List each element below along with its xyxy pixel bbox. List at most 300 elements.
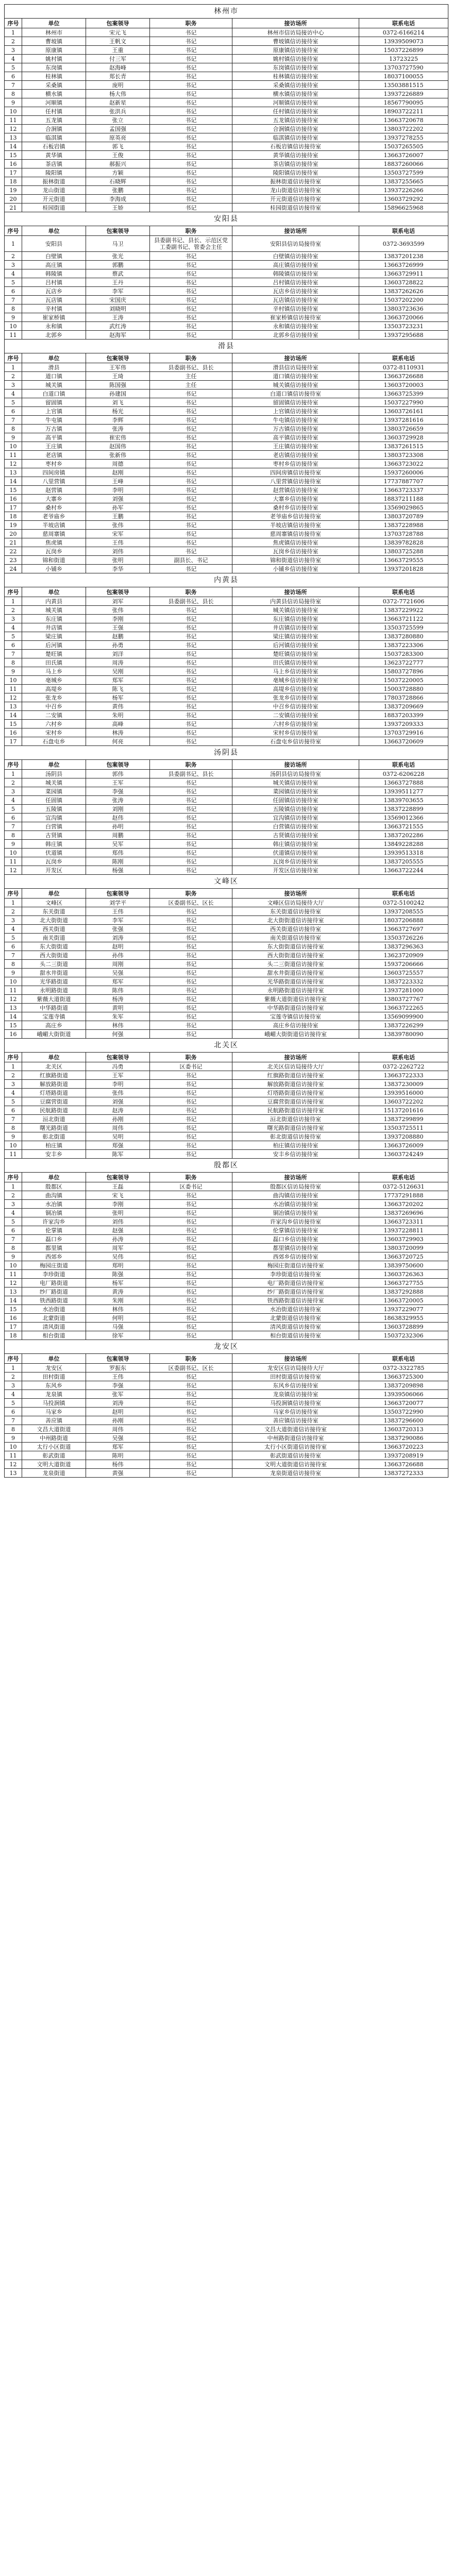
cell-unit: 西关街道 (22, 925, 86, 934)
cell-no: 8 (5, 960, 22, 969)
cell-phone: 13603726363 (359, 1270, 448, 1279)
table-row (5, 866, 448, 875)
cell-unit: 内黄县 (22, 597, 86, 606)
cell-phone: 18638329955 (359, 1314, 448, 1323)
table-row (5, 477, 448, 486)
cell-leader: 李海成 (86, 195, 150, 204)
cell-place: 东庄镇信访接待室 (232, 615, 359, 623)
cell-phone: 13803726659 (359, 425, 448, 433)
cell-place: 城关镇信访接待室 (232, 606, 359, 615)
cell-leader: 李刚 (86, 615, 150, 623)
cell-leader: 郑军 (86, 977, 150, 986)
cell-place: 殷都区信访局接待室 (232, 1182, 359, 1191)
cell-duty: 书记 (150, 468, 232, 477)
cell-phone: 13937278255 (359, 133, 448, 142)
cell-phone: 17803728866 (359, 693, 448, 702)
cell-leader: 赵明 (86, 942, 150, 951)
cell-place: 峨嵋大街街道信访接待室 (232, 1030, 359, 1039)
cell-unit: 五龙镇 (22, 116, 86, 125)
cell-phone: 0372-8110931 (359, 363, 448, 372)
cell-phone: 13937208880 (359, 1132, 448, 1141)
cell-phone: 13939513318 (359, 849, 448, 857)
cell-duty: 书记 (150, 1314, 232, 1323)
header-phone: 联系电话 (359, 1173, 448, 1182)
cell-no: 3 (5, 46, 22, 55)
cell-unit: 白壁镇 (22, 252, 86, 261)
cell-place: 楚旺镇信访接待室 (232, 650, 359, 658)
table-row (5, 1381, 448, 1390)
cell-place: 梁庄镇信访接待室 (232, 632, 359, 641)
cell-place: 田村街道信访接待室 (232, 1372, 359, 1381)
cell-unit: 水冶街道 (22, 1305, 86, 1314)
header-leader: 包案领导 (86, 587, 150, 597)
table-row (5, 942, 448, 951)
table-row (5, 1150, 448, 1159)
table-row (5, 269, 448, 278)
cell-place: 伏道镇信访接待室 (232, 849, 359, 857)
section-title-row (5, 1159, 448, 1173)
cell-phone: 13603726161 (359, 407, 448, 416)
cell-leader: 张明 (86, 1209, 150, 1217)
cell-no: 3 (5, 381, 22, 389)
reception-table (4, 4, 448, 1478)
cell-leader: 赵刚 (86, 468, 150, 477)
table-row (5, 796, 448, 805)
cell-no: 10 (5, 849, 22, 857)
cell-unit: 解放路街道 (22, 1080, 86, 1089)
cell-duty: 书记 (150, 1124, 232, 1132)
cell-no: 5 (5, 398, 22, 407)
cell-place: 水冶镇信访接待室 (232, 1200, 359, 1209)
cell-place: 西郊乡信访接待室 (232, 1252, 359, 1261)
cell-leader: 刘飞 (86, 398, 150, 407)
table-row (5, 313, 448, 322)
table-row (5, 702, 448, 711)
cell-unit: 宝莲寺镇 (22, 1012, 86, 1021)
cell-phone: 15937206666 (359, 960, 448, 969)
header-row (5, 1053, 448, 1062)
cell-no: 10 (5, 676, 22, 685)
cell-place: 铁西路街道信访接待室 (232, 1296, 359, 1305)
table-body (5, 5, 448, 1478)
table-row (5, 530, 448, 538)
cell-duty: 书记 (150, 1004, 232, 1012)
cell-duty: 书记 (150, 1071, 232, 1080)
cell-no: 9 (5, 840, 22, 849)
table-row (5, 72, 448, 81)
table-row (5, 1226, 448, 1235)
cell-place: 二安镇信访接待室 (232, 711, 359, 720)
cell-place: 曹坡镇信访接待室 (232, 37, 359, 46)
cell-duty: 书记 (150, 1296, 232, 1305)
cell-phone: 15896625968 (359, 204, 448, 212)
cell-duty: 书记 (150, 495, 232, 503)
cell-unit: 辛村镇 (22, 304, 86, 313)
cell-place: 小铺乡信访接待室 (232, 565, 359, 573)
cell-duty: 书记 (150, 538, 232, 547)
table-row (5, 252, 448, 261)
cell-duty: 书记 (150, 398, 232, 407)
cell-phone: 13837205555 (359, 857, 448, 866)
cell-no: 21 (5, 538, 22, 547)
cell-phone: 17737887707 (359, 477, 448, 486)
cell-duty: 书记 (150, 1089, 232, 1097)
table-row (5, 468, 448, 477)
cell-no: 11 (5, 451, 22, 460)
cell-duty: 书记 (150, 177, 232, 186)
header-leader: 包案领导 (86, 889, 150, 899)
table-row (5, 1124, 448, 1132)
cell-place: 善应镇信访接待室 (232, 1416, 359, 1425)
header-duty: 职务 (150, 760, 232, 770)
cell-phone: 13663722244 (359, 866, 448, 875)
cell-phone: 13663720077 (359, 1399, 448, 1408)
cell-place: 城关镇信访接待室 (232, 381, 359, 389)
cell-place: 龙山街道信访接待室 (232, 186, 359, 195)
section-title: 龙安区 (5, 1340, 448, 1354)
cell-leader: 王鹏 (86, 512, 150, 521)
table-row (5, 925, 448, 934)
cell-leader: 郭鹏 (86, 261, 150, 269)
cell-place: 铜冶镇信访接待室 (232, 1209, 359, 1217)
cell-unit: 黄华镇 (22, 151, 86, 160)
cell-unit: 韩庄镇 (22, 840, 86, 849)
table-row (5, 1071, 448, 1080)
cell-unit: 二安镇 (22, 711, 86, 720)
cell-duty: 书记 (150, 1390, 232, 1399)
cell-leader: 陈伟 (86, 986, 150, 995)
cell-leader: 黄强 (86, 1469, 150, 1478)
cell-duty: 书记 (150, 90, 232, 98)
cell-place: 瓦岗乡信访接待室 (232, 547, 359, 556)
cell-phone: 18903722211 (359, 107, 448, 116)
cell-no: 7 (5, 296, 22, 304)
cell-no: 4 (5, 269, 22, 278)
cell-unit: 清风街道 (22, 1323, 86, 1331)
header-phone: 联系电话 (359, 1354, 448, 1364)
cell-duty: 书记 (150, 1372, 232, 1381)
cell-phone: 18837211188 (359, 495, 448, 503)
cell-leader: 孙刚 (86, 1416, 150, 1425)
cell-leader: 郑伟 (86, 849, 150, 857)
cell-phone: 0372-6206228 (359, 770, 448, 778)
cell-place: 横水镇信访接待室 (232, 90, 359, 98)
cell-duty: 书记 (150, 252, 232, 261)
cell-unit: 菜园镇 (22, 787, 86, 796)
cell-duty: 书记 (150, 1323, 232, 1331)
cell-unit: 电厂路街道 (22, 1279, 86, 1287)
cell-unit: 梅园庄街道 (22, 1261, 86, 1270)
cell-place: 许家沟乡信访接待室 (232, 1217, 359, 1226)
cell-duty: 书记 (150, 693, 232, 702)
header-leader: 包案领导 (86, 1053, 150, 1062)
cell-no: 13 (5, 468, 22, 477)
cell-place: 四间房镇信访接待室 (232, 468, 359, 477)
table-row (5, 1425, 448, 1434)
cell-place: 桂园街道信访接待室 (232, 204, 359, 212)
cell-phone: 13663727755 (359, 1279, 448, 1287)
cell-place: 龙安区信访局接待大厅 (232, 1364, 359, 1372)
cell-phone: 15003728880 (359, 685, 448, 693)
cell-no: 13 (5, 1469, 22, 1478)
cell-leader: 赵新星 (86, 98, 150, 107)
cell-phone: 13503722990 (359, 1408, 448, 1416)
cell-place: 城关镇信访接待室 (232, 778, 359, 787)
cell-phone: 13663720223 (359, 1443, 448, 1451)
cell-no: 7 (5, 1416, 22, 1425)
cell-phone: 15037226899 (359, 46, 448, 55)
cell-phone: 13663725300 (359, 1372, 448, 1381)
cell-no: 3 (5, 615, 22, 623)
table-row (5, 37, 448, 46)
table-row (5, 90, 448, 98)
cell-phone: 13837201238 (359, 252, 448, 261)
cell-place: 彰北街道信访接待室 (232, 1132, 359, 1141)
cell-phone: 13603728899 (359, 1323, 448, 1331)
cell-leader: 杨强 (86, 866, 150, 875)
cell-unit: 采桑镇 (22, 81, 86, 90)
cell-leader: 杨光 (86, 407, 150, 416)
table-row (5, 632, 448, 641)
cell-unit: 安阳县 (22, 236, 86, 252)
cell-phone: 0372-3693599 (359, 236, 448, 252)
cell-place: 菜园镇信访接待室 (232, 787, 359, 796)
cell-place: 老店镇信访接待室 (232, 451, 359, 460)
cell-no: 4 (5, 925, 22, 934)
cell-unit: 柏庄镇 (22, 1141, 86, 1150)
cell-duty: 书记 (150, 72, 232, 81)
cell-no: 2 (5, 1071, 22, 1080)
table-row (5, 960, 448, 969)
cell-leader: 张强 (86, 925, 150, 934)
cell-place: 伦掌镇信访接待室 (232, 1226, 359, 1235)
cell-phone: 13663729555 (359, 556, 448, 565)
cell-duty: 书记 (150, 28, 232, 37)
cell-place: 桑村乡信访接待室 (232, 503, 359, 512)
cell-place: 马投涧镇信访接待室 (232, 1399, 359, 1408)
cell-no: 9 (5, 969, 22, 977)
header-row (5, 889, 448, 899)
cell-phone: 13663721555 (359, 822, 448, 831)
cell-phone: 13663720609 (359, 737, 448, 746)
cell-no: 24 (5, 565, 22, 573)
table-row (5, 1030, 448, 1039)
cell-place: 纱厂路街道信访接待室 (232, 1287, 359, 1296)
cell-place: 解放路街道信访接待室 (232, 1080, 359, 1089)
cell-no: 12 (5, 460, 22, 468)
cell-duty: 书记 (150, 822, 232, 831)
cell-unit: 四间房镇 (22, 468, 86, 477)
cell-place: 留固镇信访接待室 (232, 398, 359, 407)
cell-phone: 13937295688 (359, 331, 448, 340)
cell-duty: 书记 (150, 46, 232, 55)
cell-place: 安阳县信访局接待室 (232, 236, 359, 252)
header-duty: 职务 (150, 587, 232, 597)
cell-leader: 李明 (86, 1080, 150, 1089)
cell-no: 7 (5, 1115, 22, 1124)
cell-no: 2 (5, 1191, 22, 1200)
cell-place: 东风乡信访接待室 (232, 1381, 359, 1390)
cell-unit: 豆腐营街道 (22, 1097, 86, 1106)
table-row (5, 304, 448, 313)
cell-phone: 13703729916 (359, 728, 448, 737)
cell-place: 安丰乡信访接待室 (232, 1150, 359, 1159)
cell-duty: 书记 (150, 296, 232, 304)
cell-unit: 瓦岗乡 (22, 547, 86, 556)
table-row (5, 1364, 448, 1372)
cell-unit: 曲沟镇 (22, 1191, 86, 1200)
header-place: 接访场所 (232, 1053, 359, 1062)
cell-unit: 锦和街道 (22, 556, 86, 565)
cell-phone: 13803720099 (359, 1244, 448, 1252)
cell-unit: 开发区 (22, 866, 86, 875)
cell-place: 井店镇信访接待室 (232, 623, 359, 632)
cell-place: 采桑镇信访接待室 (232, 81, 359, 90)
cell-unit: 城关镇 (22, 606, 86, 615)
cell-duty: 区委副书记、区长 (150, 899, 232, 907)
table-row (5, 849, 448, 857)
cell-no: 8 (5, 425, 22, 433)
cell-place: 古贤镇信访接待室 (232, 831, 359, 840)
table-row (5, 168, 448, 177)
cell-phone: 13839750600 (359, 1261, 448, 1270)
cell-no: 5 (5, 1217, 22, 1226)
cell-no: 12 (5, 693, 22, 702)
table-row (5, 658, 448, 667)
cell-leader: 徐军 (86, 1331, 150, 1340)
cell-unit: 瓦店乡 (22, 287, 86, 296)
table-row (5, 331, 448, 340)
header-duty: 职务 (150, 889, 232, 899)
cell-leader: 高峰 (86, 720, 150, 728)
cell-no: 7 (5, 81, 22, 90)
cell-phone: 0372-5100242 (359, 899, 448, 907)
cell-duty: 书记 (150, 787, 232, 796)
cell-unit: 韩陵镇 (22, 269, 86, 278)
cell-duty: 书记 (150, 133, 232, 142)
cell-unit: 大寨乡 (22, 495, 86, 503)
cell-unit: 龙泉镇 (22, 1390, 86, 1399)
header-place: 接访场所 (232, 587, 359, 597)
cell-leader: 宋国庆 (86, 296, 150, 304)
cell-no: 11 (5, 1270, 22, 1279)
cell-leader: 王重 (86, 46, 150, 55)
cell-no: 4 (5, 1209, 22, 1217)
header-duty: 职务 (150, 19, 232, 28)
section-title: 安阳县 (5, 212, 448, 226)
cell-place: 中华路街道信访接待室 (232, 1004, 359, 1012)
cell-leader: 李华 (86, 565, 150, 573)
cell-phone: 13603728822 (359, 278, 448, 287)
cell-leader: 罗振东 (86, 1364, 150, 1372)
cell-leader: 郑军 (86, 1443, 150, 1451)
cell-unit: 铁西路街道 (22, 1296, 86, 1305)
cell-place: 老爷庙乡信访接待室 (232, 512, 359, 521)
cell-place: 河顺镇信访接待室 (232, 98, 359, 107)
cell-place: 文峰区信访局接待大厅 (232, 899, 359, 907)
cell-unit: 楚旺镇 (22, 650, 86, 658)
cell-unit: 永和镇 (22, 322, 86, 331)
cell-duty: 书记 (150, 737, 232, 746)
table-row (5, 451, 448, 460)
table-row (5, 685, 448, 693)
table-row (5, 398, 448, 407)
header-row (5, 760, 448, 770)
cell-duty: 书记 (150, 632, 232, 641)
cell-phone: 13663729911 (359, 269, 448, 278)
cell-duty: 书记 (150, 1217, 232, 1226)
cell-unit: 彰武街道 (22, 1451, 86, 1460)
cell-leader: 孙刚 (86, 1115, 150, 1124)
cell-leader: 张明 (86, 556, 150, 565)
table-row (5, 46, 448, 55)
cell-no: 6 (5, 287, 22, 296)
table-row (5, 1106, 448, 1115)
cell-leader: 何亮 (86, 737, 150, 746)
cell-place: 太行小区街道信访接待室 (232, 1443, 359, 1451)
cell-phone: 13569099900 (359, 1012, 448, 1021)
header-unit: 单位 (22, 1053, 86, 1062)
table-row (5, 770, 448, 778)
cell-place: 石板岩镇信访接待室 (232, 142, 359, 151)
cell-no: 4 (5, 55, 22, 63)
table-row (5, 676, 448, 685)
table-row (5, 204, 448, 212)
table-row (5, 1141, 448, 1150)
cell-leader: 李辉 (86, 416, 150, 425)
cell-leader: 吴强 (86, 969, 150, 977)
cell-phone: 13603729292 (359, 195, 448, 204)
cell-no: 1 (5, 770, 22, 778)
cell-phone: 13837261515 (359, 442, 448, 451)
cell-place: 亳城乡信访接待室 (232, 676, 359, 685)
section-title: 滑县 (5, 340, 448, 353)
cell-phone: 13663721122 (359, 615, 448, 623)
cell-leader: 郑明 (86, 1261, 150, 1270)
header-duty: 职务 (150, 353, 232, 363)
cell-unit: 洹北街道 (22, 1115, 86, 1124)
cell-unit: 善应镇 (22, 1416, 86, 1425)
cell-duty: 书记 (150, 142, 232, 151)
cell-duty: 书记 (150, 685, 232, 693)
table-row (5, 416, 448, 425)
cell-unit: 安丰乡 (22, 1150, 86, 1159)
cell-phone: 15803727896 (359, 667, 448, 676)
cell-place: 龙泉镇信访接待室 (232, 1390, 359, 1399)
cell-phone: 13939516000 (359, 1089, 448, 1097)
cell-phone: 13503725599 (359, 623, 448, 632)
cell-unit: 李珍街道 (22, 1270, 86, 1279)
cell-phone: 13837255665 (359, 177, 448, 186)
table-row (5, 916, 448, 925)
cell-phone: 13503727599 (359, 168, 448, 177)
cell-unit: 龙泉街道 (22, 1469, 86, 1478)
header-row (5, 1354, 448, 1364)
table-row (5, 778, 448, 787)
header-leader: 包案领导 (86, 1354, 150, 1364)
cell-no: 13 (5, 702, 22, 711)
cell-leader: 郑军 (86, 676, 150, 685)
cell-leader: 吴军 (86, 840, 150, 849)
table-row (5, 1021, 448, 1030)
table-row (5, 1390, 448, 1399)
cell-phone: 13937208555 (359, 907, 448, 916)
cell-no: 11 (5, 986, 22, 995)
cell-duty: 书记 (150, 720, 232, 728)
cell-phone: 13663725399 (359, 389, 448, 398)
cell-phone: 13603722202 (359, 1097, 448, 1106)
cell-duty: 书记 (150, 442, 232, 451)
